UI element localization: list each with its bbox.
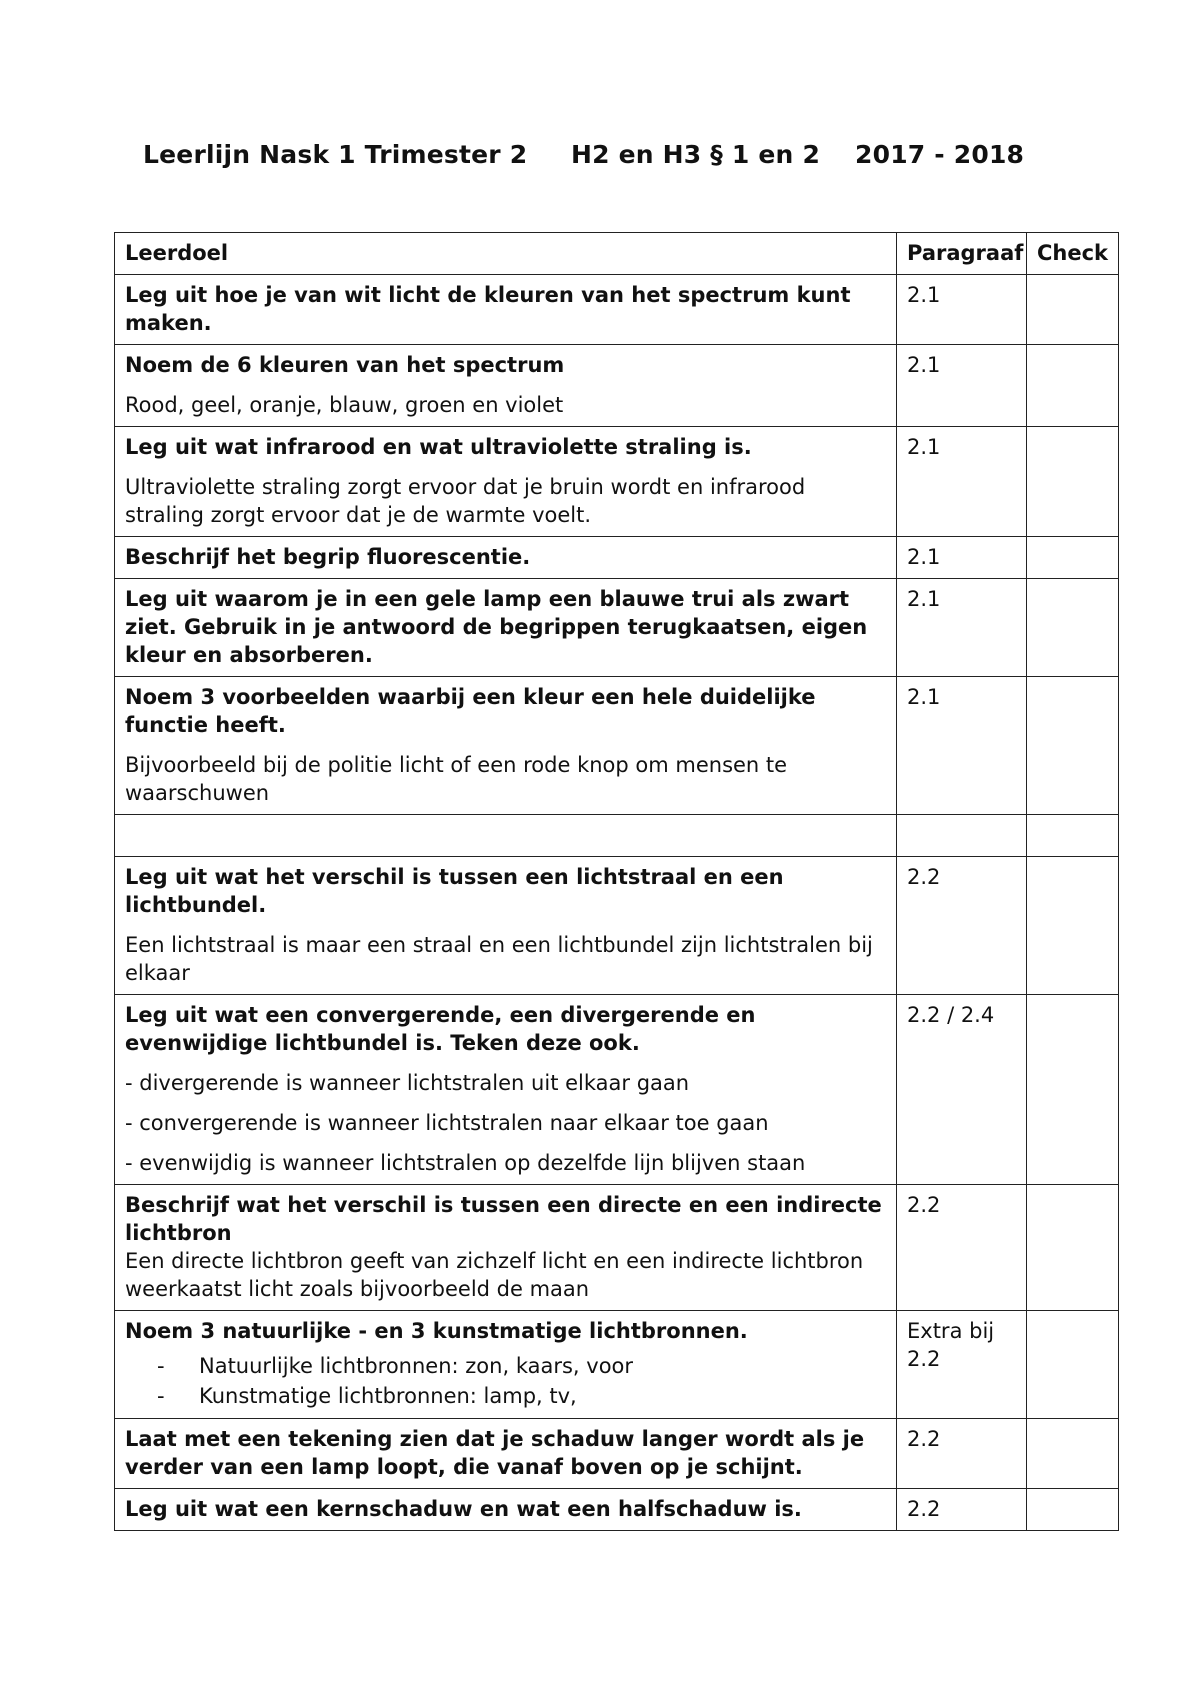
goal-text: Leg uit wat een convergerende, een divergerende en evenwijdige lichtbundel is. Teken deze ook. xyxy=(125,1003,756,1055)
paragraaf-cell: 2.2 xyxy=(897,1489,1027,1531)
empty-row xyxy=(115,815,1119,857)
table-row xyxy=(115,275,1119,345)
goal-cell xyxy=(115,857,897,995)
header-check: Check xyxy=(1027,233,1119,275)
check-cell xyxy=(1027,275,1119,345)
goal-text: Noem 3 voorbeelden waarbij een kleur een hele duidelijke functie heeft. xyxy=(125,685,816,737)
check-cell xyxy=(1027,579,1119,677)
goal-text: Leg uit wat infrarood en wat ultraviolette straling is. xyxy=(125,435,752,459)
answer-text: Een lichtstraal is maar een straal en een lichtbundel zijn lichtstralen bij elkaar xyxy=(125,933,873,985)
table-row xyxy=(115,579,1119,677)
table-row xyxy=(115,1419,1119,1489)
paragraaf-cell: 2.2 / 2.4 xyxy=(897,995,1027,1185)
goal-cell xyxy=(115,1311,897,1419)
table-row xyxy=(115,537,1119,579)
answer-text: Rood, geel, oranje, blauw, groen en violet xyxy=(125,393,564,417)
goal-text: Beschrijf wat het verschil is tussen een directe en een indirecte lichtbron xyxy=(125,1193,882,1245)
table-row xyxy=(115,677,1119,815)
answer-text: Ultraviolette straling zorgt ervoor dat je bruin wordt en infrarood straling zorgt ervoor dat je de warmte voelt. xyxy=(125,475,806,527)
paragraaf-cell: 2.1 xyxy=(897,579,1027,677)
goal-cell xyxy=(115,1419,897,1489)
goal-text: Laat met een tekening zien dat je schaduw langer wordt als je verder van een lamp loopt, die vanaf boven op je schijnt. xyxy=(125,1427,865,1479)
header-paragraaf: Paragraaf xyxy=(897,233,1027,275)
table-row xyxy=(115,857,1119,995)
table-header-row xyxy=(115,233,1119,275)
check-cell xyxy=(1027,857,1119,995)
table-row xyxy=(115,345,1119,427)
answer-text: Bijvoorbeeld bij de politie licht of een rode knop om mensen te waarschuwen xyxy=(125,753,788,805)
answer-text: - convergerende is wanneer lichtstralen naar elkaar toe gaan xyxy=(125,1111,769,1135)
table-row xyxy=(115,427,1119,537)
goal-text: Noem de 6 kleuren van het spectrum xyxy=(125,353,565,377)
paragraaf-cell: 2.1 xyxy=(897,345,1027,427)
list-item: - Kunstmatige lichtbronnen: lamp, tv, xyxy=(157,1381,886,1411)
paragraaf-cell: Extra bij 2.2 xyxy=(897,1311,1027,1419)
goal-cell xyxy=(115,345,897,427)
check-cell xyxy=(1027,1419,1119,1489)
goal-cell xyxy=(115,1489,897,1531)
check-cell xyxy=(1027,1311,1119,1419)
table-row xyxy=(115,1185,1119,1311)
learning-goals-table xyxy=(114,232,1119,1531)
goal-cell xyxy=(115,995,897,1185)
check-cell xyxy=(1027,427,1119,537)
paragraaf-cell: 2.2 xyxy=(897,857,1027,995)
table-row xyxy=(115,1311,1119,1419)
goal-text: Noem 3 natuurlijke - en 3 kunstmatige lichtbronnen. xyxy=(125,1319,748,1343)
check-cell xyxy=(1027,995,1119,1185)
goal-text: Beschrijf het begrip fluorescentie. xyxy=(125,545,531,569)
goal-cell xyxy=(115,579,897,677)
check-cell xyxy=(1027,1489,1119,1531)
answer-list xyxy=(125,1351,886,1411)
title-chapters: H2 en H3 § 1 en 2 xyxy=(571,140,821,169)
table-row xyxy=(115,1489,1119,1531)
check-cell xyxy=(1027,345,1119,427)
check-cell xyxy=(1027,677,1119,815)
paragraaf-cell: 2.1 xyxy=(897,275,1027,345)
goal-cell xyxy=(115,1185,897,1311)
goal-text: Leg uit hoe je van wit licht de kleuren van het spectrum kunt maken. xyxy=(125,283,851,335)
header-leerdoel: Leerdoel xyxy=(115,233,897,275)
answer-text: Een directe lichtbron geeft van zichzelf licht en een indirecte lichtbron weerkaatst licht zoals bijvoorbeeld de maan xyxy=(125,1249,864,1301)
answer-text: - divergerende is wanneer lichtstralen uit elkaar gaan xyxy=(125,1071,690,1095)
goal-cell xyxy=(115,537,897,579)
paragraaf-cell xyxy=(897,815,1027,857)
paragraaf-cell: 2.1 xyxy=(897,537,1027,579)
goal-cell xyxy=(115,427,897,537)
paragraaf-cell: 2.1 xyxy=(897,677,1027,815)
paragraaf-cell: 2.2 xyxy=(897,1185,1027,1311)
goal-text: Leg uit wat het verschil is tussen een lichtstraal en een lichtbundel. xyxy=(125,865,784,917)
check-cell xyxy=(1027,1185,1119,1311)
answer-text: - evenwijdig is wanneer lichtstralen op dezelfde lijn blijven staan xyxy=(125,1151,806,1175)
goal-cell xyxy=(115,677,897,815)
goal-cell xyxy=(115,815,897,857)
paragraaf-cell: 2.2 xyxy=(897,1419,1027,1489)
goal-text: Leg uit waarom je in een gele lamp een blauwe trui als zwart ziet. Gebruik in je antwoord de begrippen terugkaatsen, eigen kleur en absorberen. xyxy=(125,587,868,667)
title-subject: Leerlijn Nask 1 Trimester 2 xyxy=(143,140,528,169)
check-cell xyxy=(1027,815,1119,857)
list-item: - Natuurlijke lichtbronnen: zon, kaars, voor xyxy=(157,1351,886,1381)
paragraaf-cell: 2.1 xyxy=(897,427,1027,537)
goal-cell xyxy=(115,275,897,345)
title-school-year: 2017 - 2018 xyxy=(855,140,1025,169)
table-row xyxy=(115,995,1119,1185)
goal-text: Leg uit wat een kernschaduw en wat een halfschaduw is. xyxy=(125,1497,802,1521)
check-cell xyxy=(1027,537,1119,579)
document-title xyxy=(143,140,1143,180)
